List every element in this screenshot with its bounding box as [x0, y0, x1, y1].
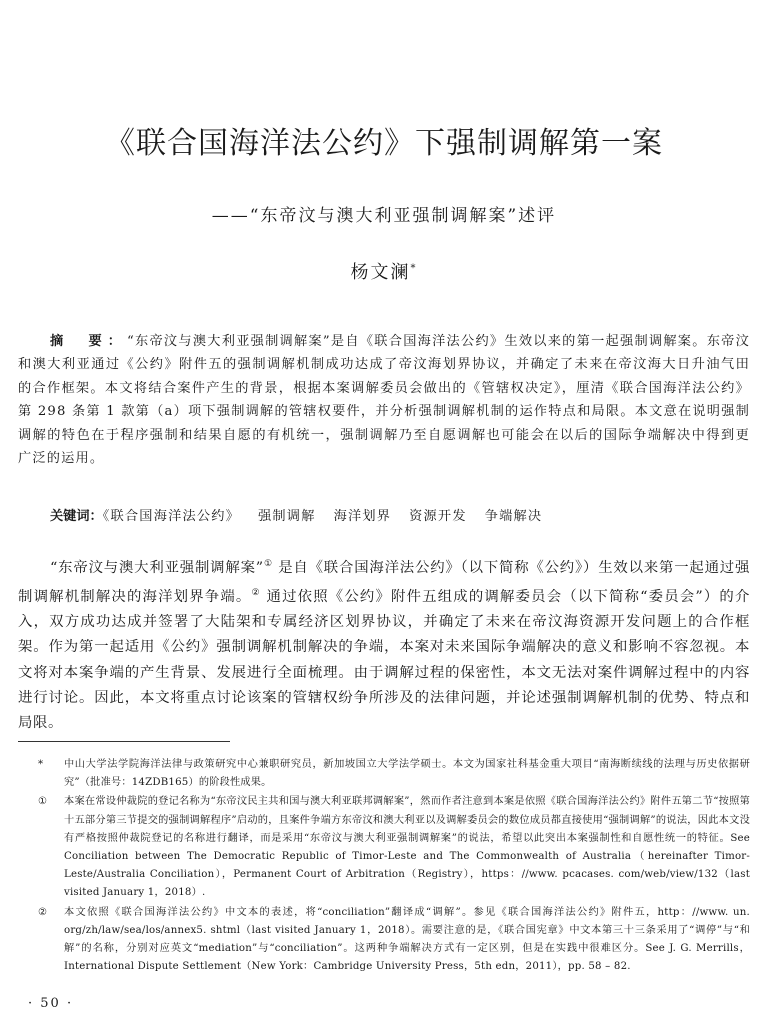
footnote-mark: ②: [38, 906, 48, 918]
keyword: 资源开发: [409, 509, 467, 524]
footnote-text: 本文依照《联合国海洋法公约》中文本的表述，将“conciliation”翻译成“调解”。参见《联合国海洋法公约》附件五，http：//www. un. org/zh/law/sea/los/annex5. shtml（last visited January 1，2018）。需要注意的是，《联合国宪章》中文本第三十三条采用了“调停”与“和解”的名称，分别对应英文“mediation”与“conciliation”。这两种争端解决方式有一定区别，但是在实践中很难区分。See J. G. Merrills，International Dispute Settlement（New York：Cambridge University Press，5th edn，2011），pp. 58 – 82.: [64, 906, 750, 973]
keyword: 争端解决: [484, 509, 543, 524]
keyword: 强制调解: [258, 509, 316, 524]
footnote-text: 中山大学法学院海洋法律与政策研究中心兼职研究员，新加坡国立大学法学硕士。本文为国家社科基金重大项目“南海断续线的法理与历史依据研究”（批准号：14ZDB165）的阶段性成果。: [64, 759, 750, 789]
footnote-mark: ①: [38, 796, 48, 808]
keywords-label: 关键词：: [50, 509, 103, 524]
article-title: 《联合国海洋法公约》下强制调解第一案: [105, 126, 663, 161]
body-text-end: 通过依照《公约》附件五组成的调解委员会（以下简称“委员会”）的介入，双方成功达成并签署了大陆架和专属经济区划界协议，并确定了未来在帝汶海资源开发问题上的合作框架。作为第一起适用《公约》强制调解机制解决的争端，本案对未来国际争端解决的意义和影响不容忽视。本文将对本案争端的产生背景、发展进行全面梳理。由于调解过程的保密性，本文无法对案件调解过程中的内容进行讨论。因此，本文将重点讨论该案的管辖权纷争所涉及的法律问题，并论述强制调解机制的优势、特点和局限。: [18, 588, 750, 732]
footnote-1: [18, 793, 750, 902]
keyword: 海洋划界: [333, 509, 392, 524]
footnote-author: [18, 756, 750, 792]
author-name: 杨文澜: [350, 262, 411, 283]
page-number: · 50 ·: [28, 996, 74, 1011]
footnote-text: 本案在常设仲裁院的登记名称为“东帝汶民主共和国与澳大利亚联邦调解案”，然而作者注意到本案是依照《联合国海洋法公约》附件五第二节“按照第十五部分第三节提交的强制调解程序”启动的，且案件争端方东帝汶和澳大利亚以及调解委员会的数位成员都直接使用“强制调解”的说法，因此本文没有严格按照仲裁院登记的名称进行翻译，而是采用“东帝汶与澳大利亚强制调解案”的说法，希望以此突出本案强制性和自愿性统一的特征。See Conciliation between The Democratic Republic of Timor-Leste and The Commonwealth of Australia（hereinafter Timor-Leste/Australia Conciliation），Permanent Court of Arbitration（Registry），https：//www. pcacases. com/web/view/132（last visited January 1，2018）.: [64, 796, 750, 899]
footnote-ref-2[interactable]: ②: [251, 588, 261, 599]
abstract-label: 摘 要：: [50, 334, 128, 349]
footnote-divider: [18, 741, 230, 742]
author-line: [0, 256, 768, 286]
author-footnote-mark[interactable]: *: [410, 263, 418, 274]
keyword: 《联合国海洋法公约》: [102, 509, 241, 524]
abstract-text: “东帝汶与澳大利亚强制调解案”是自《联合国海洋法公约》生效以来的第一起强制调解案。东帝汶和澳大利亚通过《公约》附件五的强制调解机制成功达成了帝汶海划界协议，并确定了未来在帝汶海大日升油气田的合作框架。本文将结合案件产生的背景，根据本案调解委员会做出的《管辖权决定》，厘清《联合国海洋法公约》第 298 条第 1 款第（a）项下强制调解的管辖权要件，并分析强制调解机制的运作特点和局限。本文意在说明强制调解的特色在于程序强制和结果自愿的有机统一，强制调解乃至自愿调解也可能会在以后的国际争端解决中得到更广泛的运用。: [18, 334, 751, 467]
keywords: [18, 506, 750, 528]
body-text-start: “东帝汶与澳大利亚强制调解案”: [50, 559, 264, 576]
abstract: [18, 330, 750, 470]
footnote-mark: *: [38, 759, 44, 770]
footnotes: [18, 756, 750, 976]
article-subtitle: ——“东帝汶与澳大利亚强制调解案”述评: [211, 206, 557, 226]
footnote-2: [18, 904, 750, 977]
body-paragraph: [18, 552, 750, 737]
footnote-ref-1[interactable]: ①: [263, 559, 273, 569]
body-text-mid: 是自《联合国海洋法公约》（以下简称《公约》）生效以来第一起通过强制调解机制解决的海洋划界争端。: [18, 559, 751, 605]
